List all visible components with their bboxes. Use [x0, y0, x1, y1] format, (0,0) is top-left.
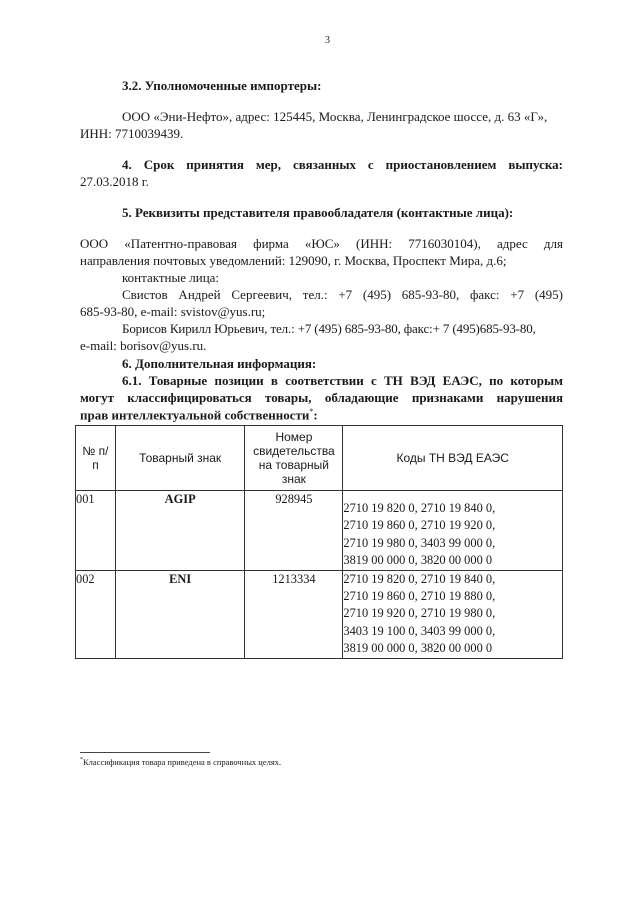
footnote-divider: [80, 752, 210, 753]
contact-svistov-line-2: 685-93-80, e-mail: svistov@yus.ru;: [80, 304, 266, 319]
code-line: 2710 19 820 0, 2710 19 840 0,: [343, 571, 496, 586]
section-6-1-line-3-text: прав интеллектуальной собственности: [80, 407, 310, 423]
header-num: № п/п: [76, 426, 116, 491]
representative-line-2: направления почтовых уведомлений: 129090, г. Москва, Проспект Мира, д.6;: [80, 253, 507, 268]
row-cert: 928945: [245, 491, 343, 571]
row-trademark: ENI: [115, 570, 245, 658]
code-line: 2710 19 980 0, 3403 99 000 0,: [343, 535, 496, 550]
footnote-ref-mark: *: [309, 407, 314, 416]
table-row: [76, 570, 563, 658]
section-5-heading: 5. Реквизиты представителя правообладателя (контактные лица):: [122, 205, 514, 220]
contacts-label: контактные лица:: [122, 270, 220, 285]
footnote-mark: *: [80, 757, 83, 764]
page-number: 3: [325, 35, 330, 46]
row-cert: 1213334: [245, 570, 343, 658]
importer-line-2: ИНН: 7710039439.: [80, 126, 184, 141]
section-4-date: 27.03.2018 г.: [80, 174, 149, 189]
header-codes: Коды ТН ВЭД ЕАЭС: [343, 426, 563, 491]
row-codes: [343, 570, 563, 658]
footnote-text: Классификация товара приведена в справочных целях.: [83, 757, 282, 767]
code-line: 3403 19 100 0, 3403 99 000 0,: [343, 623, 496, 638]
representative-line-1: ООО «Патентно-правовая фирма «ЮС» (ИНН: 7716030104), адрес для: [80, 236, 563, 251]
contact-svistov-line-1: Свистов Андрей Сергеевич, тел.: +7 (495) 685-93-80, факс: +7 (495): [122, 287, 563, 302]
section-6-1-line-2: могут классифицироваться товары, обладающие признаками нарушения: [80, 390, 563, 405]
section-3-2-heading: 3.2. Уполномоченные импортеры:: [122, 78, 322, 93]
header-cert: Номер свидетельства на товарный знак: [245, 426, 343, 491]
footnote: [80, 757, 281, 767]
section-4-heading: 4. Срок принятия мер, связанных с приостановлением выпуска:: [122, 157, 563, 172]
code-line: 2710 19 860 0, 2710 19 920 0,: [343, 518, 496, 533]
code-line: 2710 19 920 0, 2710 19 980 0,: [343, 606, 496, 621]
row-codes: [343, 491, 563, 571]
code-line: 3819 00 000 0, 3820 00 000 0: [343, 553, 493, 568]
header-trademark: Товарный знак: [115, 426, 245, 491]
contact-borisov-line-1: Борисов Кирилл Юрьевич, тел.: +7 (495) 685-93-80, факс:+ 7 (495)685-93-80,: [122, 321, 536, 336]
section-6-1-line-1: 6.1. Товарные позиции в соответствии с ТН ВЭД ЕАЭС, по которым: [122, 373, 563, 388]
importer-line-1: ООО «Эни-Нефто», адрес: 125445, Москва, Ленинградское шоссе, д. 63 «Г»,: [122, 109, 548, 124]
row-num: 001: [76, 491, 116, 571]
row-trademark: AGIP: [115, 491, 245, 571]
table-row: [76, 491, 563, 571]
code-line: 2710 19 860 0, 2710 19 880 0,: [343, 589, 496, 604]
code-line: 3819 00 000 0, 3820 00 000 0: [343, 641, 493, 656]
section-6-heading: 6. Дополнительная информация:: [122, 356, 317, 371]
code-line: 2710 19 820 0, 2710 19 840 0,: [343, 501, 496, 515]
table-header-row: [76, 426, 563, 491]
contact-borisov-line-2: e-mail: borisov@yus.ru.: [80, 338, 207, 353]
section-6-1-colon: :: [313, 407, 318, 423]
section-6-1-line-3: [80, 407, 318, 423]
goods-table: [75, 425, 563, 659]
row-num: 002: [76, 570, 116, 658]
